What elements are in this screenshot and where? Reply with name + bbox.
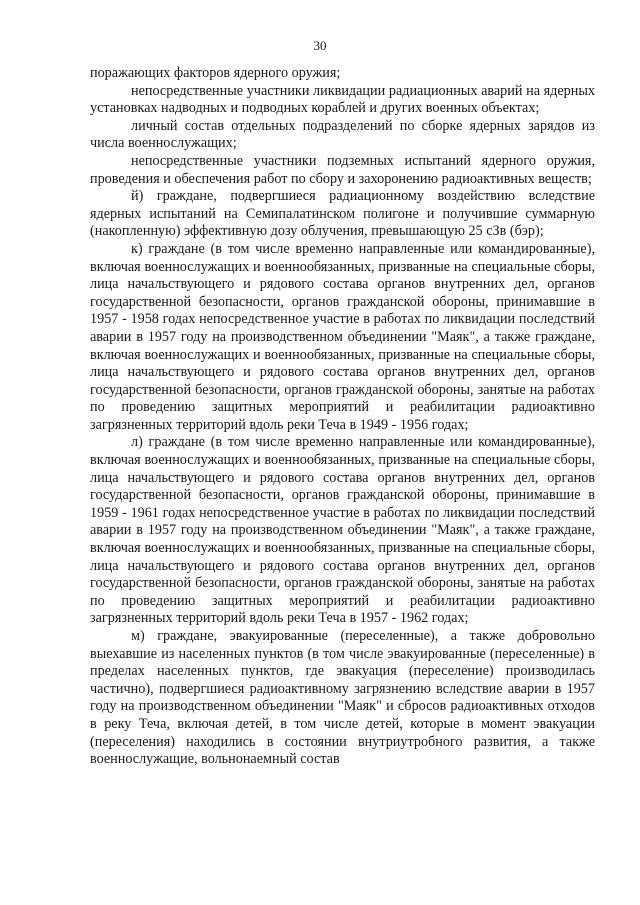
document-body (90, 65, 595, 769)
paragraph: поражающих факторов ядерного оружия; (90, 65, 341, 81)
paragraph-item-y: й) граждане, подвергшиеся радиационному воздействию вследствие ядерных испытаний на Семипалатинском полигоне и получившие суммарную (накопленную) эффективную дозу облучения, превышающую 25 сЗв (бэр); (90, 188, 595, 240)
paragraph-item-m: м) граждане, эвакуированные (переселенные), а также добровольно выехавшие из населенных пунктов (в том числе эвакуированные (переселенные) в пределах населенных пунктов, где эвакуация (переселение) производилась частично), подвергшиеся радиоактивному загрязнению вследствие аварии в 1957 году на производственном объединении "Маяк" и сбросов радиоактивных отходов в реку Теча, включая детей, в том числе детей, которые в момент эвакуации (переселения) находились в состоянии внутриутробного развития, а также военнослужащие, вольнонаемный состав (90, 628, 595, 768)
paragraph: непосредственные участники ликвидации радиационных аварий на ядерных установках надводных и подводных кораблей и других военных объектах; (90, 82, 595, 117)
paragraph: непосредственные участники подземных испытаний ядерного оружия, проведения и обеспечения работ по сбору и захоронению радиоактивных веществ; (90, 152, 595, 187)
paragraph-item-k: к) граждане (в том числе временно направленные или командированные), включая военнослужащих и военнообязанных, призванные на специальные сборы, лица начальствующего и рядового состава органов внутренних дел, органов государственной безопасности, органов гражданской обороны, принимавшие в 1957 - 1958 годах непосредственное участие в работах по ликвидации последствий аварии в 1957 году на производственном объединении "Маяк", а также граждане, включая военнослужащих и военнообязанных, призванные на специальные сборы, лица начальствующего и рядового состава органов внутренних дел, органов государственной безопасности, органов гражданской обороны, занятые на работах по проведению защитных мероприятий и реабилитации радиоактивно загрязненных территорий вдоль реки Теча в 1949 - 1956 годах; (90, 240, 595, 433)
page-number: 30 (313, 38, 327, 53)
paragraph: личный состав отдельных подразделений по сборке ядерных зарядов из числа военнослужащих; (90, 117, 595, 152)
paragraph-item-l: л) граждане (в том числе временно направленные или командированные), включая военнослужащих и военнообязанных, призванные на специальные сборы, лица начальствующего и рядового состава органов внутренних дел, органов государственной безопасности, органов гражданской обороны, принимавшие в 1959 - 1961 годах непосредственное участие в работах по ликвидации последствий аварии в 1957 году на производственном объединении "Маяк", а также граждане, включая военнослужащих и военнообязанных, призванные на специальные сборы, лица начальствующего и рядового состава органов внутренних дел, органов государственной безопасности, органов гражданской обороны, занятые на работах по проведению защитных мероприятий и реабилитации радиоактивно загрязненных территорий вдоль реки Теча в 1957 - 1962 годах; (90, 434, 595, 627)
